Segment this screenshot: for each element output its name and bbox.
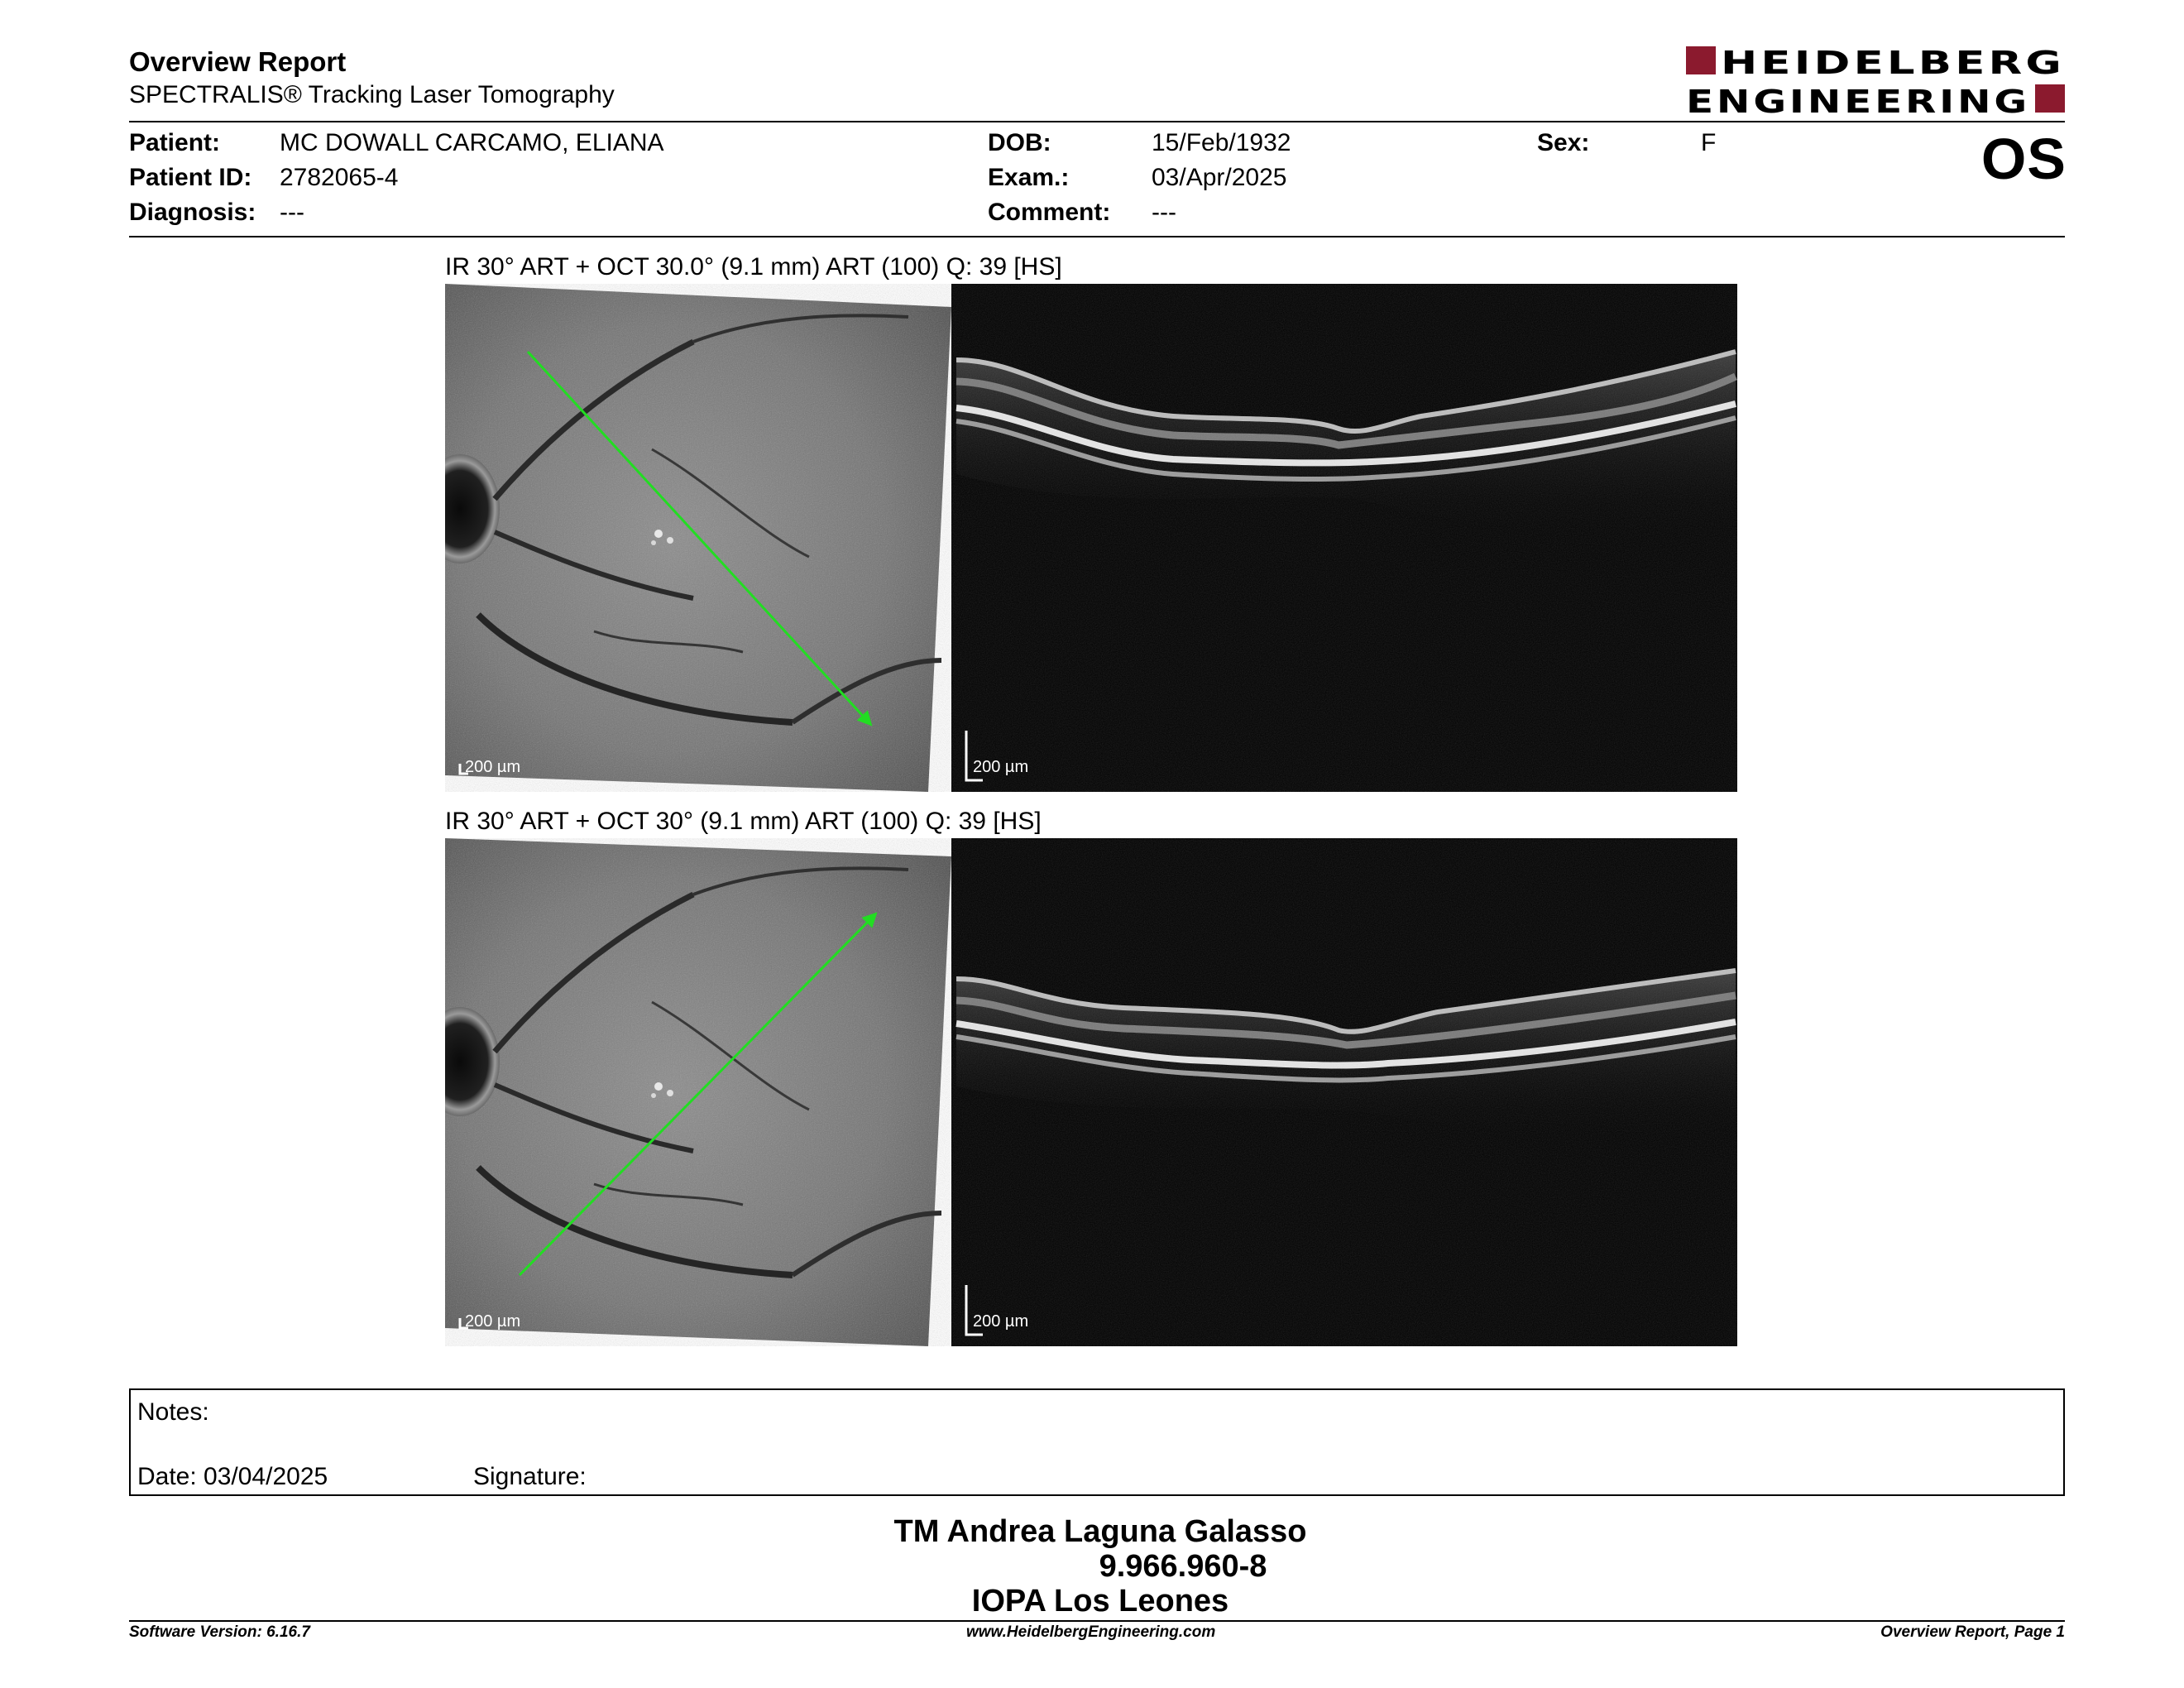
header-rule-bottom — [129, 236, 2065, 237]
notes-label: Notes: — [137, 1398, 209, 1426]
comment-value: --- — [1152, 199, 1176, 226]
comment-label: Comment: — [988, 199, 1111, 226]
svg-text:HEIDELBERG: HEIDELBERG — [1721, 45, 2065, 81]
svg-text:ENGINEERING: ENGINEERING — [1686, 84, 2030, 116]
date-label: Date: 03/04/2025 — [137, 1463, 328, 1490]
exam-value: 03/Apr/2025 — [1152, 164, 1287, 191]
scan-panel-2 — [445, 838, 1737, 1346]
oct-scale-1: 200 µm — [973, 758, 1029, 776]
heidelberg-logo — [1686, 45, 2067, 116]
patient-name: MC DOWALL CARCAMO, ELIANA — [280, 129, 664, 156]
dob-value: 15/Feb/1932 — [1152, 129, 1291, 156]
fundus-scale-2: 200 µm — [465, 1312, 521, 1331]
oct-scale-2: 200 µm — [973, 1312, 1029, 1331]
signature-label: Signature: — [473, 1463, 587, 1490]
patient-label: Patient: — [129, 129, 221, 156]
footer-rule — [129, 1620, 2065, 1622]
header-rule-top — [129, 121, 2065, 122]
diagnosis-value: --- — [280, 199, 304, 226]
oct-bscan-2 — [951, 838, 1737, 1346]
diagnosis-label: Diagnosis: — [129, 199, 256, 226]
scan-title-2: IR 30° ART + OCT 30° (9.1 mm) ART (100) Q: 39 [HS] — [445, 808, 1042, 835]
scan-panel-1 — [445, 284, 1737, 792]
software-version: Software Version: 6.16.7 — [129, 1623, 310, 1641]
patient-id-value: 2782065-4 — [280, 164, 399, 191]
report-subtitle: SPECTRALIS® Tracking Laser Tomography — [129, 81, 615, 108]
website-link[interactable]: www.HeidelbergEngineering.com — [966, 1623, 1216, 1641]
eye-laterality: OS — [1980, 127, 2067, 191]
patient-id-label: Patient ID: — [129, 164, 252, 191]
sex-value: F — [1701, 129, 1717, 156]
sex-label: Sex: — [1537, 129, 1590, 156]
stamp-org: IOPA Los Leones — [971, 1584, 1229, 1618]
exam-label: Exam.: — [988, 164, 1070, 191]
scan-title-1: IR 30° ART + OCT 30.0° (9.1 mm) ART (100) Q: 39 [HS] — [445, 253, 1062, 281]
stamp-name: TM Andrea Laguna Galasso — [893, 1514, 1307, 1549]
stamp-id: 9.966.960-8 — [1099, 1549, 1267, 1584]
page-number: Overview Report, Page 1 — [1880, 1623, 2065, 1641]
dob-label: DOB: — [988, 129, 1051, 156]
oct-bscan-1 — [951, 284, 1737, 792]
report-title: Overview Report — [129, 46, 347, 77]
fundus-scale-1: 200 µm — [465, 758, 521, 776]
notes-box[interactable] — [129, 1388, 2065, 1496]
